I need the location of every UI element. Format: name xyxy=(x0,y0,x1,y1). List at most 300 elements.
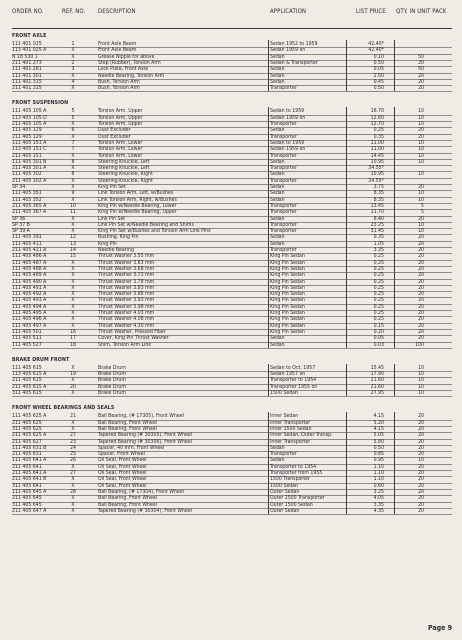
cell-ref-no: 27 xyxy=(70,432,76,439)
cell-ref-no: X xyxy=(71,272,75,279)
cell-ref-no: 26 xyxy=(70,457,76,464)
cell-application: Outer 1500 Sedan xyxy=(270,501,313,508)
cell-ref-no: 28 xyxy=(70,488,76,495)
cell-ref-no: X xyxy=(71,297,75,304)
cell-ref-no: 27 xyxy=(70,470,76,476)
cell-order-no: 211 405 151 xyxy=(12,152,42,159)
cell-list-price: 2.50 xyxy=(373,72,384,79)
cell-ref-no: X xyxy=(71,390,75,396)
cell-ref-no: X xyxy=(71,53,75,60)
cell-order-no: 111 401 281 xyxy=(12,66,42,73)
cell-order-no: 211 405 105 A xyxy=(12,121,47,127)
cell-description: Shim, Torsion Arm Link xyxy=(98,341,152,348)
cell-application: Sedan xyxy=(270,335,285,342)
cell-order-no: 111 405 495 A xyxy=(12,310,47,316)
cell-list-price: 0.25 xyxy=(373,127,384,134)
cell-qty: 20 xyxy=(418,451,424,458)
cell-application: Inner Transporter xyxy=(270,419,311,426)
cell-description: Oil Seal, Front Wheel xyxy=(98,463,147,470)
cell-application: King Pin Sedan xyxy=(270,265,305,272)
cell-list-price: 17.90 xyxy=(370,371,384,378)
cell-qty: 10 xyxy=(418,390,424,396)
row-divider xyxy=(12,396,452,397)
cell-description: King Pin Set xyxy=(98,184,126,190)
cell-description: Steering Knuckle, Right xyxy=(98,171,153,178)
cell-order-no: 113 405 105 D xyxy=(12,114,47,121)
header-description: DESCRIPTION xyxy=(98,8,136,15)
cell-list-price: 1.10 xyxy=(373,470,384,476)
cell-application: Sedan xyxy=(270,158,285,165)
cell-list-price: 3.75 xyxy=(373,184,384,190)
cell-qty: 20 xyxy=(418,85,424,92)
cell-description: Oil Seal, Front Wheel xyxy=(98,470,147,476)
cell-qty: 20 xyxy=(418,253,424,260)
cell-description: King Pin Set w/Bushes and Torsion Arm Link Pins xyxy=(98,228,211,235)
cell-description: Bushing, King Pin xyxy=(98,234,139,241)
cell-list-price: 13.45 xyxy=(370,202,384,209)
cell-list-price: 0.25 xyxy=(373,253,384,260)
cell-qty: 10 xyxy=(418,171,424,178)
cell-application: Transporter xyxy=(270,85,297,92)
cell-application: Sedan to Oct. 1957 xyxy=(270,364,316,371)
cell-description: Brake Drum xyxy=(98,371,126,378)
cell-qty: 10 xyxy=(418,377,424,384)
cell-order-no: 111 405 301 B xyxy=(12,158,47,165)
cell-list-price: 0.25 xyxy=(373,272,384,279)
cell-order-no: 211 405 641 B xyxy=(12,476,47,483)
cell-ref-no: 16 xyxy=(70,328,76,335)
cell-list-price: 12.70 xyxy=(370,121,384,127)
cell-list-price: 3.25 xyxy=(373,488,384,495)
cell-order-no: 111 405 501 xyxy=(12,328,42,335)
cell-qty: 20 xyxy=(418,507,424,514)
cell-order-no: 211 405 647 A xyxy=(12,507,47,514)
cell-application: Sedan xyxy=(270,457,285,464)
cell-description: Dust Excluder xyxy=(98,127,131,134)
cell-qty: 20 xyxy=(418,247,424,253)
cell-application: Inner 1500 Sedan xyxy=(270,425,312,432)
cell-order-no: 311 405 625 xyxy=(12,425,42,432)
cell-application: Sedan xyxy=(270,444,285,451)
cell-description: Thrust Washer, Pressed Fiber xyxy=(98,328,166,335)
cell-application: Sedan xyxy=(270,127,285,134)
cell-order-no: 211 405 421 A xyxy=(12,247,47,253)
cell-ref-no: X xyxy=(71,278,75,285)
cell-ref-no: 19 xyxy=(70,371,76,378)
cell-order-no: 113 405 615 A xyxy=(12,371,47,378)
cell-description: Torsion Arm, Lower xyxy=(98,152,143,159)
cell-description: Thrust Washer 3.55 mm xyxy=(98,253,155,260)
column-divider xyxy=(268,412,269,514)
cell-order-no: 211 405 302 A xyxy=(12,177,47,184)
cell-qty: 20 xyxy=(418,488,424,495)
cell-application: King Pin Sedan xyxy=(270,328,305,335)
cell-order-no: 111 405 488 A xyxy=(12,265,47,272)
cell-list-price: 16.70 xyxy=(370,108,384,115)
column-divider xyxy=(346,364,347,397)
cell-qty: 50 xyxy=(418,66,424,73)
cell-ref-no: X xyxy=(71,121,75,127)
cell-application: Sedan & Transporter xyxy=(270,59,318,66)
cell-application: Transporter xyxy=(270,177,297,184)
cell-list-price: 0.25 xyxy=(373,310,384,316)
cell-description: Thrust Washer 3.63 mm xyxy=(98,259,155,266)
cell-qty: 20 xyxy=(418,438,424,445)
cell-order-no: 111 405 511 xyxy=(12,335,42,342)
cell-qty: 20 xyxy=(418,234,424,241)
cell-description: Stop (Rubber), Torsion Arm xyxy=(98,59,161,66)
cell-qty: 10 xyxy=(418,108,424,115)
cell-list-price: 1.05 xyxy=(373,240,384,247)
cell-list-price: 4.15 xyxy=(373,425,384,432)
column-divider xyxy=(394,412,395,514)
cell-list-price: 0.25 xyxy=(373,259,384,266)
cell-list-price: 31.45 xyxy=(370,228,384,235)
cell-description: Thrust Washer 3.98 mm xyxy=(98,303,155,310)
cell-ref-no: 18 xyxy=(70,341,76,348)
cell-ref-no: 10 xyxy=(70,202,76,209)
cell-description: Grease Nipple for above xyxy=(98,53,155,60)
cell-description: Lock Plate, Front Axle xyxy=(98,66,149,73)
cell-order-no: 111 405 351 xyxy=(12,190,42,197)
cell-ref-no: X xyxy=(71,322,75,329)
cell-order-no: 111 405 631 B xyxy=(12,444,47,451)
cell-qty: 20 xyxy=(418,59,424,66)
cell-ref-no: 11 xyxy=(70,209,76,216)
cell-list-price: 0.25 xyxy=(373,316,384,323)
cell-description: Tapered Bearing (# 30305), Front Wheel xyxy=(98,432,193,439)
cell-order-no: 111 405 411 xyxy=(12,240,42,247)
cell-application: Sedan xyxy=(270,78,285,85)
cell-qty: 20 xyxy=(418,322,424,329)
cell-order-no: 111 405 625 A xyxy=(12,413,47,420)
cell-qty: 20 xyxy=(418,127,424,134)
cell-list-price: 8.35 xyxy=(373,190,384,197)
cell-order-no: 111 401 315 xyxy=(12,78,42,85)
cell-qty: 20 xyxy=(418,284,424,291)
cell-qty: 20 xyxy=(418,419,424,426)
cell-order-no: 111 401 301 xyxy=(12,72,42,79)
cell-application: King Pin Sedan xyxy=(270,253,305,260)
header-list-price: LIST PRICE xyxy=(356,8,386,15)
cell-ref-no: X xyxy=(71,196,75,203)
cell-ref-no: 1 xyxy=(71,41,75,47)
cell-qty: 10 xyxy=(418,146,424,153)
cell-order-no: 111 405 486 A xyxy=(12,253,47,260)
cell-description: Thrust Washer 4.03 mm xyxy=(98,310,155,316)
cell-qty: 10 xyxy=(418,383,424,390)
cell-list-price: 4.35 xyxy=(373,507,384,514)
cell-list-price: 1.10 xyxy=(373,476,384,483)
header-application: APPLICATION xyxy=(270,8,307,15)
cell-application: King Pin Sedan xyxy=(270,272,305,279)
cell-qty: 20 xyxy=(418,291,424,298)
cell-list-price: 14.45 xyxy=(370,152,384,159)
cell-application: King Pin Sedan xyxy=(270,284,305,291)
cell-ref-no: X xyxy=(71,133,75,140)
cell-application: Outer Sedan xyxy=(270,507,300,514)
cell-qty: 50 xyxy=(418,53,424,60)
cell-qty: 20 xyxy=(418,278,424,285)
cell-qty: 10 xyxy=(418,228,424,235)
cell-ref-no: 17 xyxy=(70,335,76,342)
cell-application: Sedan xyxy=(270,234,285,241)
cell-list-price: 0.20 xyxy=(373,328,384,335)
row-divider xyxy=(12,91,452,92)
cell-order-no: 211 405 615 xyxy=(12,377,42,384)
cell-qty: 10 xyxy=(418,371,424,378)
cell-qty: 20 xyxy=(418,215,424,222)
cell-description: Oil Seal, Front Wheel xyxy=(98,482,147,489)
cell-description: Torsion Arm, Upper xyxy=(98,121,143,127)
cell-qty: 5 xyxy=(421,202,424,209)
cell-order-no: 111 405 496 A xyxy=(12,316,47,323)
cell-list-price: 0.35 xyxy=(373,234,384,241)
cell-order-no: 211 405 645 xyxy=(12,495,42,502)
cell-order-no: 211 401 315 xyxy=(12,85,42,92)
cell-ref-no: 21 xyxy=(70,413,76,420)
cell-list-price: 0.50 xyxy=(373,59,384,66)
cell-application: Sedan xyxy=(270,196,285,203)
cell-list-price: 0.25 xyxy=(373,291,384,298)
cell-order-no: 311 405 645 xyxy=(12,501,42,508)
section-title: FRONT WHEEL BEARINGS AND SEALS xyxy=(12,405,115,412)
cell-list-price: 11.70 xyxy=(370,209,384,216)
cell-order-no: 211 405 625 xyxy=(12,419,42,426)
column-divider xyxy=(394,40,395,91)
cell-list-price: 0.25 xyxy=(373,278,384,285)
cell-ref-no: 9 xyxy=(71,190,75,197)
cell-ref-no: 8 xyxy=(71,158,75,165)
cell-description: Thrust Washer 3.93 mm xyxy=(98,297,155,304)
cell-ref-no: X xyxy=(71,152,75,159)
page-number: Page 9 xyxy=(428,624,453,632)
cell-ref-no: X xyxy=(71,377,75,384)
cell-application: Sedan xyxy=(270,66,285,73)
cell-description: Tapered Bearing (# 30304), Front Wheel xyxy=(98,507,193,514)
cell-ref-no: X xyxy=(71,47,75,54)
cell-description: Dust Excluder xyxy=(98,133,131,140)
cell-order-no: 111 405 491 A xyxy=(12,284,47,291)
cell-application: Transporter xyxy=(270,221,297,228)
cell-application: 1500 Transporter xyxy=(270,476,310,483)
cell-order-no: 111 405 494 A xyxy=(12,303,47,310)
cell-ref-no: X xyxy=(71,316,75,323)
cell-order-no: 211 405 365 A xyxy=(12,202,47,209)
cell-description: Torsion Arm, Upper xyxy=(98,108,143,115)
cell-order-no: 211 405 367 A xyxy=(12,209,47,216)
cell-application: 1500 Sedan xyxy=(270,482,298,489)
row-divider xyxy=(12,348,452,349)
header-qty: QTY. IN UNIT PACK xyxy=(396,8,447,15)
cell-application: Transporter xyxy=(270,165,297,172)
cell-application: Sedan to 1959 xyxy=(270,108,305,115)
cell-application: Transporter xyxy=(270,228,297,235)
cell-description: Link Pin Set w/Needle Bearing and Shims xyxy=(98,221,194,228)
cell-list-price: 0.95 xyxy=(373,457,384,464)
cell-list-price: 0.15 xyxy=(373,322,384,329)
cell-ref-no: 5 xyxy=(71,108,75,115)
cell-description: Front Axle Beam xyxy=(98,47,137,54)
cell-list-price: 1.10 xyxy=(373,463,384,470)
cell-list-price: 0.10 xyxy=(373,53,384,60)
cell-ref-no: X xyxy=(71,291,75,298)
cell-list-price: 23.25 xyxy=(370,221,384,228)
cell-application: Sedan xyxy=(270,171,285,178)
column-divider xyxy=(268,364,269,397)
cell-list-price: 0.05 xyxy=(373,66,384,73)
cell-application: 1500 Sedan xyxy=(270,390,298,396)
cell-qty: 20 xyxy=(418,72,424,79)
cell-description: Thrust Washer 3.83 mm xyxy=(98,284,155,291)
cell-order-no: 113 401 025 A xyxy=(12,47,47,54)
cell-ref-no: X xyxy=(71,221,75,228)
cell-application: Sedan 1957 on xyxy=(270,371,306,378)
cell-ref-no: 7 xyxy=(71,146,75,153)
cell-ref-no: 3 xyxy=(71,66,75,73)
cell-description: Oil Seal, Front Wheel xyxy=(98,457,147,464)
cell-description: Link Torsion Arm, Left, w/Bushes xyxy=(98,190,174,197)
column-divider xyxy=(268,40,269,91)
cell-description: Ball Bearing, Front Wheel xyxy=(98,495,158,502)
cell-list-price: 0.35 xyxy=(373,133,384,140)
cell-ref-no: X xyxy=(71,476,75,483)
cell-description: Tapered Bearing (# 30306), Front Wheel xyxy=(98,438,193,445)
cell-ref-no: X xyxy=(71,507,75,514)
cell-order-no: 311 405 615 xyxy=(12,390,42,396)
cell-order-no: 111 405 641 A xyxy=(12,457,47,464)
cell-list-price: 0.60 xyxy=(373,482,384,489)
cell-application: Sedan xyxy=(270,190,285,197)
cell-description: Brake Drum xyxy=(98,383,126,390)
cell-list-price: 0.25 xyxy=(373,265,384,272)
cell-application: Inner Transporter xyxy=(270,438,311,445)
cell-qty: 20 xyxy=(418,463,424,470)
cell-description: Spacer, 40 mm, Front Wheel xyxy=(98,444,165,451)
cell-ref-no: X xyxy=(71,259,75,266)
column-divider xyxy=(394,107,395,347)
cell-qty: 20 xyxy=(418,425,424,432)
cell-application: King Pin Sedan xyxy=(270,259,305,266)
cell-list-price: 0.50 xyxy=(373,85,384,92)
cell-ref-no: 5 xyxy=(71,114,75,121)
cell-list-price: 11.00 xyxy=(370,146,384,153)
cell-application: Transporter xyxy=(270,152,297,159)
cell-list-price: 21.60 xyxy=(370,377,384,384)
cell-description: Steering Knuckle, Left xyxy=(98,165,150,172)
cell-application: Sedan xyxy=(270,341,285,348)
cell-description: Needle Bearing xyxy=(98,247,134,253)
cell-qty: 20 xyxy=(418,310,424,316)
column-divider xyxy=(346,412,347,514)
cell-application: King Pin Sedan xyxy=(270,303,305,310)
cell-application: Transporter 1955 on xyxy=(270,383,318,390)
cell-application: Outer Sedan xyxy=(270,488,300,495)
column-divider xyxy=(268,107,269,347)
cell-ref-no: X xyxy=(71,228,75,235)
cell-qty: 10 xyxy=(418,114,424,121)
cell-list-price: 10.95 xyxy=(370,158,384,165)
column-divider xyxy=(346,107,347,347)
cell-qty: 20 xyxy=(418,470,424,476)
cell-description: Thrust Washer 4.30 mm xyxy=(98,322,155,329)
cell-application: King Pin Sedan xyxy=(270,278,305,285)
cell-description: Ball Bearing, (# 17304), Front Wheel xyxy=(98,488,184,495)
cell-application: Inner Sedan xyxy=(270,413,299,420)
cell-description: Ball Bearing, Front Wheel xyxy=(98,425,158,432)
cell-description: Link Pin Set xyxy=(98,215,126,222)
cell-description: Needle Bearing, Torsion Arm xyxy=(98,72,165,79)
cell-list-price: 0.25 xyxy=(373,297,384,304)
cell-application: King Pin Sedan xyxy=(270,316,305,323)
cell-description: Thrust Washer 3.68 mm xyxy=(98,265,155,272)
cell-description: King Pin w/Needle Bearing, Upper xyxy=(98,209,177,216)
cell-list-price: 21.60 xyxy=(370,383,384,390)
cell-order-no: 211 405 627 xyxy=(12,438,42,445)
cell-ref-no: X xyxy=(71,177,75,184)
cell-ref-no: 25 xyxy=(70,451,76,458)
cell-ref-no: 13 xyxy=(70,240,76,247)
cell-list-price: 27.95 xyxy=(370,390,384,396)
cell-description: Cover, King Pin Thrust Washer xyxy=(98,335,169,342)
cell-order-no: 111 405 302 xyxy=(12,171,42,178)
column-divider xyxy=(394,364,395,397)
cell-application: Sedan 1959 on xyxy=(270,146,306,153)
cell-list-price: 0.25 xyxy=(373,303,384,310)
cell-application: Transporter from 1955 xyxy=(270,470,323,476)
cell-ref-no: X xyxy=(71,425,75,432)
cell-ref-no: X xyxy=(71,463,75,470)
cell-ref-no: 24 xyxy=(70,444,76,451)
cell-qty: 20 xyxy=(418,501,424,508)
row-divider xyxy=(12,514,452,515)
cell-ref-no: X xyxy=(71,419,75,426)
cell-list-price: 0.25 xyxy=(373,284,384,291)
cell-order-no: 111 405 490 A xyxy=(12,278,47,285)
cell-list-price: 0.03 xyxy=(373,341,384,348)
cell-qty: 10 xyxy=(418,364,424,371)
cell-order-no: 111 405 615 xyxy=(12,364,42,371)
cell-ref-no: X xyxy=(71,265,75,272)
cell-qty: 20 xyxy=(418,476,424,483)
cell-ref-no: X xyxy=(71,215,75,222)
header-ref-no: REF. NO. xyxy=(62,8,86,15)
cell-application: Sedan 1959 on xyxy=(270,47,306,54)
cell-description: Steering Knuckle, Right xyxy=(98,177,153,184)
cell-list-price: 5.20 xyxy=(373,419,384,426)
cell-qty: 20 xyxy=(418,297,424,304)
cell-order-no: 111 405 487 A xyxy=(12,259,47,266)
cell-description: Link Torsion Arm, Right, w/Bushes xyxy=(98,196,177,203)
cell-ref-no: 12 xyxy=(70,234,76,241)
cell-application: Transporter xyxy=(270,209,297,216)
cell-qty: 20 xyxy=(418,335,424,342)
cell-qty: 5 xyxy=(421,209,424,216)
cell-order-no: 311 405 641 xyxy=(12,482,42,489)
cell-list-price: 3.35 xyxy=(373,501,384,508)
cell-application: Transporter xyxy=(270,121,297,127)
cell-list-price: 0.50 xyxy=(373,444,384,451)
cell-description: Thrust Washer 4.08 mm xyxy=(98,316,155,323)
cell-application: Transporter to 1954 xyxy=(270,377,317,384)
cell-order-no: 111 405 151 A xyxy=(12,139,47,146)
cell-description: Steering Knuckle, Left xyxy=(98,158,150,165)
cell-description: Torsion Arm, Lower xyxy=(98,139,143,146)
cell-qty: 100 xyxy=(415,341,424,348)
cell-description: Thrust Washer 3.78 mm xyxy=(98,278,155,285)
cell-list-price: 0.45 xyxy=(373,78,384,85)
header-order-no: ORDER NO. xyxy=(12,8,44,15)
